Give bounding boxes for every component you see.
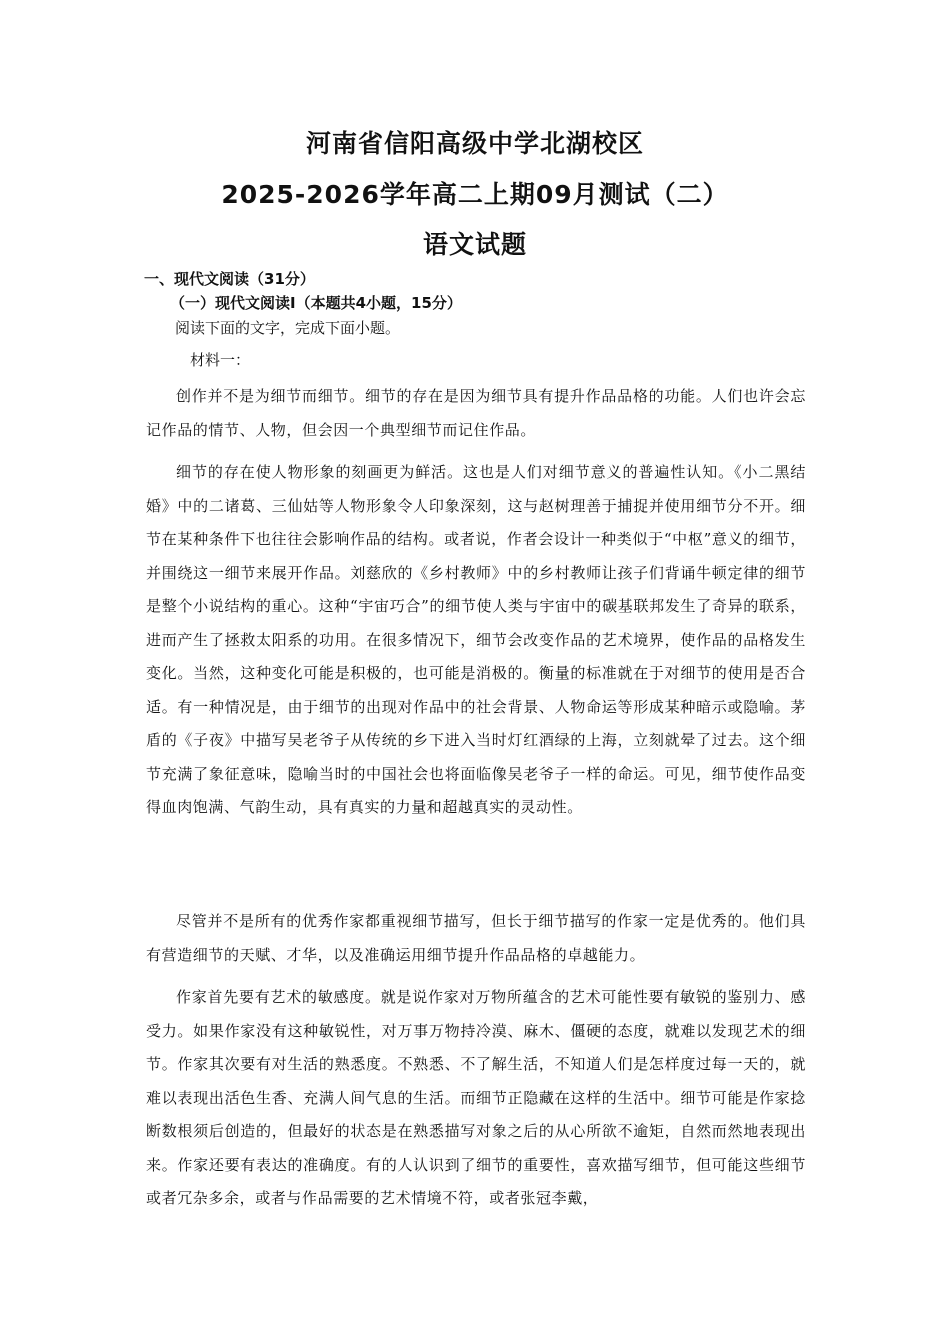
school-title: 河南省信阳高级中学北湖校区 [305, 129, 644, 158]
paragraph-4: 作家首先要有艺术的敏感度。就是说作家对万物所蕴含的艺术可能性要有敏锐的鉴别力、感受力。如果作家没有这种敏锐性，对万事万物持冷漠、麻木、僵硬的态度，就难以发现艺术的细节。作家其次要有对生活的熟悉度。不熟悉、不了解生活，不知道人们是怎样度过每一天的，就难以表现出活色生香、充满人间气息的生活。而细节正隐藏在这样的生活中。细节可能是作家捻断数根须后创造的，但最好的状态是在熟悉描写对象之后的从心所欲不逾矩，自然而然地表现出来。作家还要有表达的准确度。有的人认识到了细节的重要性，喜欢描写细节，但可能这些细节或者冗杂多余，或者与作品需要的艺术情境不符，或者张冠李戴， [146, 988, 806, 1207]
paragraph-1: 创作并不是为细节而细节。细节的存在是因为细节具有提升作品品格的功能。人们也许会忘记作品的情节、人物，但会因一个典型细节而记住作品。 [146, 387, 806, 439]
paragraph-3: 尽管并不是所有的优秀作家都重视细节描写，但长于细节描写的作家一定是优秀的。他们具有营造细节的天赋、才华，以及准确运用细节提升作品品格的卓越能力。 [146, 912, 806, 964]
section-heading-part1-sub1: （一）现代文阅读Ⅰ（本题共4小题，15分） [170, 294, 462, 312]
section-heading-part1: 一、现代文阅读（31分） [144, 270, 315, 288]
subject-title: 语文试题 [422, 230, 527, 259]
exam-title: 2025-2026学年高二上期09月测试（二） [221, 180, 729, 209]
material-label: 材料一： [190, 351, 251, 369]
reading-instruction: 阅读下面的文字，完成下面小题。 [175, 319, 401, 337]
paragraph-2: 细节的存在使人物形象的刻画更为鲜活。这也是人们对细节意义的普遍性认知。《小二黑结婚》中的二诸葛、三仙姑等人物形象令人印象深刻，这与赵树理善于捕捉并使用细节分不开。细节在某种条件下也往往会影响作品的结构。或者说，作者会设计一种类似于“中枢”意义的细节，并围绕这一细节来展开作品。刘慈欣的《乡村教师》中的乡村教师让孩子们背诵牛顿定律的细节是整个小说结构的重心。这种“宇宙巧合”的细节使人类与宇宙中的碳基联邦发生了奇异的联系，进而产生了拯救太阳系的功用。在很多情况下，细节会改变作品的艺术境界，使作品的品格发生变化。当然，这种变化可能是积极的，也可能是消极的。衡量的标准就在于对细节的使用是否合适。有一种情况是，由于细节的出现对作品中的社会背景、人物命运等形成某种暗示或隐喻。茅盾的《子夜》中描写吴老爷子从传统的乡下进入当时灯红酒绿的上海，立刻就晕了过去。这个细节充满了象征意味，隐喻当时的中国社会也将面临像吴老爷子一样的命运。可见，细节使作品变得血肉饱满、气韵生动，具有真实的力量和超越真实的灵动性。 [146, 463, 806, 816]
